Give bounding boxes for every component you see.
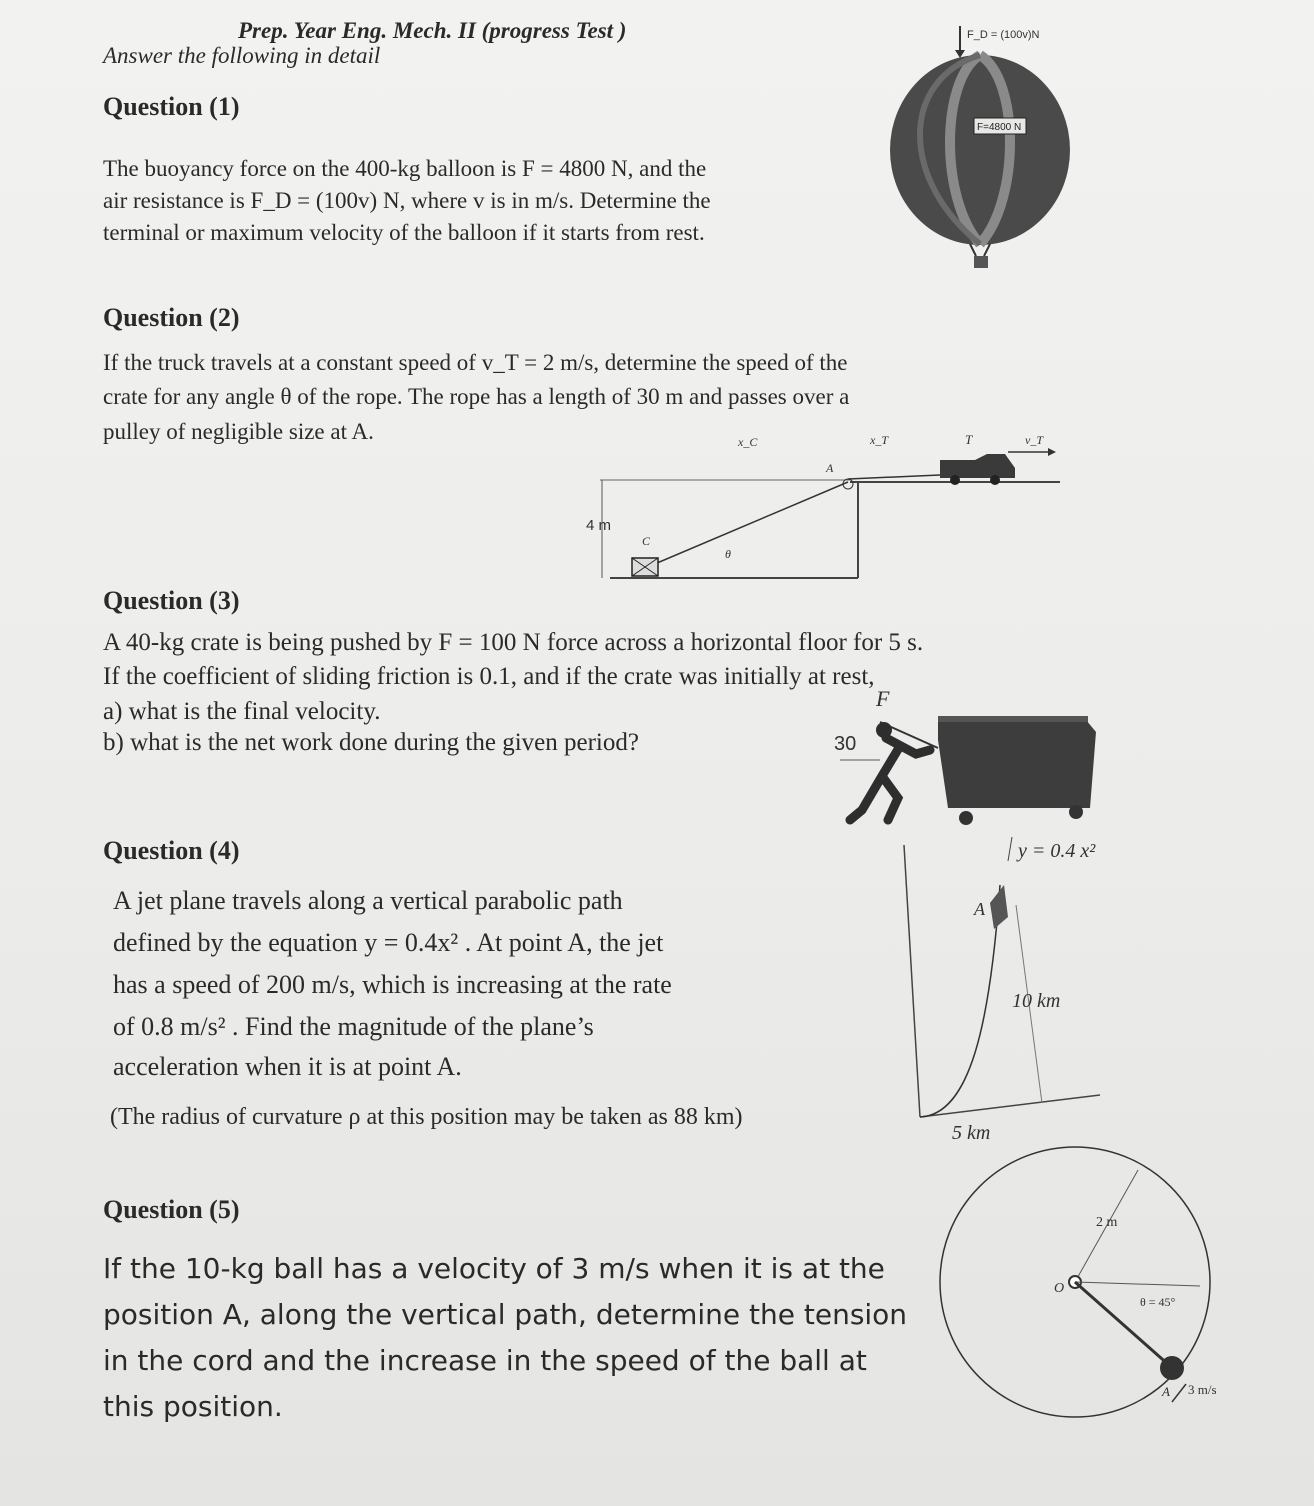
q4-line-5: acceleration when it is at point A. <box>113 1052 462 1081</box>
q5-line-4: this position. <box>103 1390 283 1423</box>
parabolic-path-figure <box>890 825 1120 1155</box>
q4-heading: Question (4) <box>103 836 240 865</box>
truck-wheel <box>950 475 960 485</box>
jet-plane <box>990 885 1008 929</box>
t-label: T <box>965 432 973 447</box>
balloon-envelope <box>890 55 1070 245</box>
velocity-arrowhead <box>1048 448 1056 456</box>
q1-line-3: terminal or maximum velocity of the balloon if it starts from rest. <box>103 220 705 245</box>
q4-note: (The radius of curvature ρ at this position may be taken as 88 km) <box>110 1104 743 1130</box>
angle-label: 30 <box>834 733 857 755</box>
point-a-label: A <box>974 899 985 919</box>
q4-line-3: has a speed of 200 m/s, which is increasing at the rate <box>113 970 672 999</box>
vt-label: v_T <box>1025 433 1043 447</box>
horizontal-reference <box>1075 1282 1200 1286</box>
q3-part-a: a) what is the final velocity. <box>103 698 381 725</box>
velocity-arrow <box>1172 1384 1186 1402</box>
x-axis <box>920 1095 1100 1117</box>
y-axis <box>904 845 920 1117</box>
theta-label: θ <box>725 547 731 561</box>
drag-label: F_D = (100v)N <box>967 29 1040 41</box>
q2-line-1: If the truck travels at a constant speed of v_T = 2 m/s, determine the speed of the <box>103 350 848 375</box>
truck-wheel <box>990 475 1000 485</box>
rope-lower <box>650 482 848 566</box>
instructions: Answer the following in detail <box>103 43 381 68</box>
equation-label: y = 0.4 x² <box>1018 840 1096 862</box>
parabolic-path <box>920 885 1000 1117</box>
q3-heading: Question (3) <box>103 586 240 615</box>
q5-line-3: in the cord and the increase in the speed of the ball at <box>103 1344 867 1377</box>
point-a-label: A <box>1162 1384 1170 1399</box>
q4-line-1: A jet plane travels along a vertical parabolic path <box>113 886 623 915</box>
crate-lid <box>938 716 1088 722</box>
q1-line-1: The buoyancy force on the 400-kg balloon is F = 4800 N, and the <box>103 156 707 181</box>
q2-line-2: crate for any angle θ of the rope. The rope has a length of 30 m and passes over a <box>103 384 850 409</box>
q3-part-b: b) what is the net work done during the given period? <box>103 729 639 756</box>
q2-heading: Question (2) <box>103 303 240 332</box>
vertical-circle-figure <box>930 1140 1230 1440</box>
height-label: 4 m <box>586 517 612 534</box>
truck-crate-figure <box>570 420 1070 590</box>
q3-line-1: A 40-kg crate is being pushed by F = 100 N force across a horizontal floor for 5 s. <box>103 629 924 656</box>
q5-heading: Question (5) <box>103 1195 240 1224</box>
person-body <box>850 738 930 820</box>
exam-title: Prep. Year Eng. Mech. II (progress Test ) <box>238 18 627 43</box>
truck <box>940 454 1015 478</box>
xc-label: x_C <box>738 435 758 449</box>
q5-line-1: If the 10-kg ball has a velocity of 3 m/s when it is at the <box>103 1252 885 1285</box>
basket <box>974 256 988 268</box>
q1-heading: Question (1) <box>103 92 240 121</box>
force-label: F=4800 N <box>977 122 1022 133</box>
eq-tick <box>1008 837 1012 861</box>
pulley-label: A <box>826 461 834 475</box>
rope-upper <box>848 475 940 479</box>
xt-label: x_T <box>870 433 888 447</box>
pivot-label: O <box>1054 1281 1065 1296</box>
width-label: 5 km <box>952 1122 991 1144</box>
q5-line-2: position A, along the vertical path, determine the tension <box>103 1298 908 1331</box>
q4-line-4: of 0.8 m/s² . Find the magnitude of the plane’s <box>113 1012 594 1041</box>
velocity-label: 3 m/s <box>1188 1382 1217 1397</box>
dumpster-crate <box>938 720 1096 808</box>
crate-label: C <box>642 534 651 548</box>
q1-line-2: air resistance is F_D = (100v) N, where v is in m/s. Determine the <box>103 188 711 213</box>
crate-wheel <box>1069 805 1083 819</box>
force-label: F <box>876 686 890 711</box>
crate-push-figure <box>820 680 1110 840</box>
balloon-figure <box>880 20 1080 280</box>
q4-line-2: defined by the equation y = 0.4x² . At point A, the jet <box>113 928 664 957</box>
q3-line-2: If the coefficient of sliding friction is 0.1, and if the crate was initially at rest, <box>103 663 875 690</box>
radius-label: 2 m <box>1096 1215 1118 1230</box>
ball <box>1160 1356 1184 1380</box>
height-label: 10 km <box>1012 990 1061 1012</box>
crate-wheel <box>959 811 973 825</box>
q2-line-3: pulley of negligible size at A. <box>103 419 374 444</box>
theta-label: θ = 45° <box>1140 1295 1176 1309</box>
